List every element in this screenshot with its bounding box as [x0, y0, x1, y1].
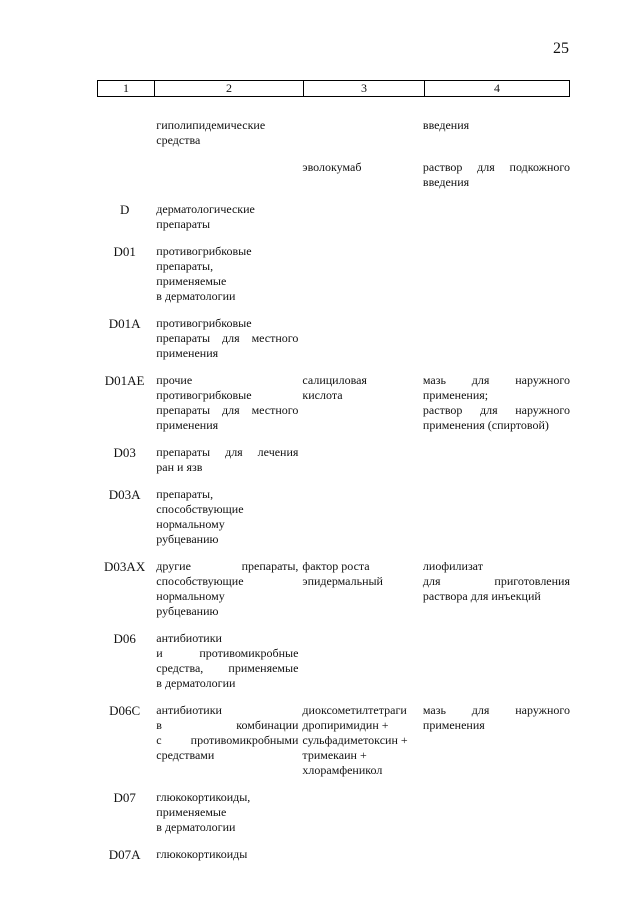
group-name-line: в дерматологии — [156, 676, 236, 690]
atc-code: D06C — [109, 703, 141, 718]
group-name-line: рубцеванию — [156, 532, 219, 546]
table-row — [97, 316, 570, 361]
dosage-form-line: раствора для инъекций — [422, 589, 541, 603]
atc-code: D07A — [108, 847, 141, 862]
page-number: 25 — [553, 40, 569, 57]
group-name-line: препараты, — [156, 487, 214, 501]
table-row — [97, 487, 570, 547]
column-header-1: 1 — [98, 81, 155, 97]
table-row — [97, 118, 570, 148]
group-name — [152, 118, 298, 148]
dosage-form — [417, 118, 570, 148]
dosage-form — [417, 160, 570, 190]
group-name — [152, 373, 298, 433]
group-name-line: препараты, — [156, 259, 214, 273]
atc-code: D — [119, 202, 130, 217]
dosage-form — [417, 847, 570, 862]
group-name-line: применяемые — [156, 274, 227, 288]
dosage-form-line: применения; — [422, 388, 489, 402]
drug-name-line: сульфадиметоксин + — [302, 733, 408, 747]
group-name — [152, 703, 298, 778]
table-row — [97, 631, 570, 691]
drug-name — [298, 559, 417, 619]
group-name-line: средства, применяемые — [156, 661, 299, 675]
drug-name — [298, 160, 417, 190]
column-header-2: 2 — [155, 81, 304, 97]
dosage-form-line: мазь для наружного — [422, 373, 570, 387]
dosage-form — [417, 487, 570, 547]
group-name-line: применения — [156, 418, 219, 432]
atc-code: D03 — [113, 445, 136, 460]
table-row — [97, 373, 570, 433]
group-name-line: прочие — [156, 373, 193, 387]
group-name-line: препараты для местного — [156, 331, 299, 345]
group-name — [152, 790, 298, 835]
group-name-line: способствующие — [156, 502, 244, 516]
group-name — [152, 244, 298, 304]
group-name-line: препараты для лечения — [156, 445, 299, 459]
group-name — [152, 160, 298, 190]
table-row — [97, 202, 570, 232]
drug-name — [298, 631, 417, 691]
group-name-line: нормальному — [156, 517, 225, 531]
dosage-form-line: мазь для наружного — [422, 703, 570, 717]
group-name — [152, 445, 298, 475]
group-name-line: с противомикробными — [156, 733, 299, 747]
drug-name-line: хлорамфеникол — [302, 763, 383, 777]
drug-name-line: эпидермальный — [302, 574, 383, 588]
drug-name — [298, 487, 417, 547]
group-name-line: противогрибковые — [156, 316, 252, 330]
drug-name-line: дропиримидин + — [302, 718, 389, 732]
group-name-line: способствующие — [156, 574, 244, 588]
group-name-line: антибиотики — [156, 703, 222, 717]
group-name-line: препараты для местного — [156, 403, 299, 417]
table-row — [97, 790, 570, 835]
group-name-line: применяемые — [156, 805, 227, 819]
dosage-form-line: лиофилизат — [422, 559, 483, 573]
group-name — [152, 847, 298, 862]
column-header-table — [97, 80, 570, 97]
group-name-line: средства — [156, 133, 201, 147]
table-row — [97, 244, 570, 304]
group-name — [152, 487, 298, 547]
dosage-form — [417, 790, 570, 835]
drug-name-line: салициловая — [302, 373, 367, 387]
dosage-form-line: раствор для подкожного — [422, 160, 570, 174]
atc-code — [97, 118, 152, 148]
dosage-form-line: раствор для наружного — [422, 403, 570, 417]
table-row — [97, 160, 570, 190]
atc-code: D01AE — [104, 373, 145, 388]
group-name-line: в дерматологии — [156, 820, 236, 834]
table-row — [97, 445, 570, 475]
dosage-form — [417, 244, 570, 304]
drug-name-line: тримекаин + — [302, 748, 367, 762]
atc-code: D07 — [113, 790, 136, 805]
atc-code — [97, 160, 152, 190]
group-name-line: гиполипидемические — [156, 118, 266, 132]
group-name-line: глюкокортикоиды — [156, 847, 248, 861]
group-name-line: рубцеванию — [156, 604, 219, 618]
group-name — [152, 559, 298, 619]
dosage-form-line: применения (спиртовой) — [422, 418, 549, 432]
atc-code: D01 — [113, 244, 136, 259]
group-name — [152, 202, 298, 232]
drug-name — [298, 373, 417, 433]
dosage-form-line: для приготовления — [422, 574, 570, 588]
drug-list — [97, 118, 570, 862]
dosage-form — [417, 559, 570, 619]
drug-name-line: диоксометилтетраги — [302, 703, 407, 717]
group-name-line: противогрибковые — [156, 244, 252, 258]
group-name-line: противогрибковые — [156, 388, 252, 402]
group-name-line: в дерматологии — [156, 289, 236, 303]
dosage-form-line: введения — [422, 175, 470, 189]
group-name — [152, 316, 298, 361]
drug-name — [298, 703, 417, 778]
drug-name — [298, 316, 417, 361]
dosage-form — [417, 631, 570, 691]
table-row — [97, 559, 570, 619]
group-name-line: в комбинации — [156, 718, 299, 732]
group-name-line: другие препараты, — [156, 559, 299, 573]
table-row — [97, 847, 570, 862]
dosage-form-line: применения — [422, 718, 485, 732]
group-name-line: средствами — [156, 748, 215, 762]
group-name-line: применения — [156, 346, 219, 360]
group-name-line: антибиотики — [156, 631, 222, 645]
group-name-line: ран и язв — [156, 460, 203, 474]
drug-name-line: эволокумаб — [302, 160, 362, 174]
group-name-line: дерматологические — [156, 202, 255, 216]
group-name-line: препараты — [156, 217, 211, 231]
group-name-line: глюкокортикоиды, — [156, 790, 251, 804]
dosage-form — [417, 703, 570, 778]
atc-code: D03AX — [104, 559, 146, 574]
group-name-line: и противомикробные — [156, 646, 299, 660]
atc-code: D03A — [108, 487, 141, 502]
dosage-form — [417, 445, 570, 475]
dosage-form-line: введения — [422, 118, 470, 132]
drug-name — [298, 202, 417, 232]
column-header-3: 3 — [304, 81, 425, 97]
group-name — [152, 631, 298, 691]
drug-name — [298, 244, 417, 304]
drug-name — [298, 445, 417, 475]
drug-name-line: кислота — [302, 388, 343, 402]
dosage-form — [417, 202, 570, 232]
drug-name — [298, 790, 417, 835]
table-row — [97, 703, 570, 778]
atc-code: D01A — [108, 316, 141, 331]
drug-name-line: фактор роста — [302, 559, 370, 573]
dosage-form — [417, 316, 570, 361]
dosage-form — [417, 373, 570, 433]
group-name-line: нормальному — [156, 589, 225, 603]
drug-name — [298, 847, 417, 862]
column-header-4: 4 — [425, 81, 570, 97]
drug-name — [298, 118, 417, 148]
atc-code: D06 — [113, 631, 136, 646]
